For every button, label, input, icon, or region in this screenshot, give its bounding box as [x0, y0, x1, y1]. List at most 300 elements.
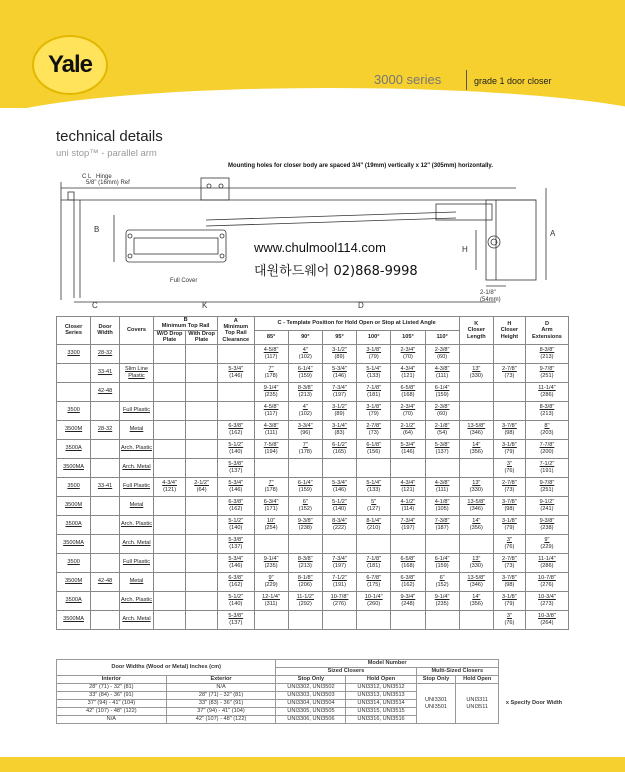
- dimension-inch: 3-1/8": [502, 594, 517, 601]
- model-multi-hold: UNI3311 UNI3511: [456, 684, 499, 724]
- dimension-inch: 2-3/4": [400, 404, 416, 411]
- dimension-inch: 9-1/4": [263, 556, 279, 563]
- cell-c: [322, 477, 356, 496]
- dimension-mm: (83): [334, 429, 345, 436]
- dimension-inch: 10": [266, 518, 276, 525]
- cell-c: [357, 382, 391, 401]
- dimension-inch: 3500A: [65, 445, 82, 452]
- cell-b2: [186, 344, 218, 363]
- dimension-mm: (140): [229, 448, 243, 455]
- dimension-inch: 9-7/8": [539, 366, 555, 373]
- cell-width: [91, 496, 120, 515]
- cell-h: [493, 496, 525, 515]
- dimension-mm: (146): [229, 372, 243, 379]
- dimension-inch: 13-5/8": [467, 499, 486, 506]
- dimension-inch: 3500: [67, 483, 80, 490]
- model-door-widths-title: Door Widths (Wood or Metal) Inches (cm): [57, 660, 276, 676]
- hdr-k-letter: K: [474, 320, 479, 327]
- dimension-inch: 42-48: [97, 578, 113, 585]
- cell-c: [425, 496, 459, 515]
- dimension-inch: Arch. Metal: [122, 540, 151, 547]
- model-note-head: [499, 660, 570, 684]
- cell-c: [254, 401, 288, 420]
- dimension-mm: (117): [264, 410, 278, 417]
- dimension-mm: (133): [367, 486, 381, 493]
- table-row: [57, 382, 569, 401]
- dimension-inch: 7-5/8": [263, 442, 279, 449]
- hdr-angle: 105°: [391, 330, 425, 344]
- dimension-inch: 13": [472, 480, 481, 487]
- model-exterior-cell: 37" (94) - 41" (104): [166, 708, 276, 716]
- dimension-inch: 3-1/2": [332, 404, 347, 411]
- cell-b1: [154, 553, 186, 572]
- hdr-c: C - Template Position for Hold Open or Stop at Listed Angle: [254, 317, 459, 331]
- cell-h: [493, 477, 525, 496]
- dimension-inch: 14": [472, 518, 481, 525]
- cell-c: [425, 553, 459, 572]
- dimension-mm: (222): [332, 524, 347, 531]
- cell-a: [218, 515, 254, 534]
- cell-d: [525, 363, 568, 382]
- dimension-mm: (311): [264, 600, 278, 607]
- dimension-mm: (70): [402, 353, 413, 360]
- dimension-inch: 4": [302, 347, 308, 354]
- cell-a: [218, 477, 254, 496]
- dimension-inch: Full Plastic: [122, 483, 151, 490]
- cell-h: [493, 363, 525, 382]
- model-stop-cell: UNI3302, UNI3502: [276, 684, 346, 692]
- dimension-inch: 6-7/8": [366, 575, 382, 582]
- cell-b1: [154, 420, 186, 439]
- model-number-title: Model Number: [276, 660, 499, 668]
- dimension-inch: 3500A: [65, 521, 82, 528]
- cell-c: [254, 610, 288, 629]
- cell-c: [288, 477, 322, 496]
- cell-cover: [119, 591, 153, 610]
- dimension-inch: 5-3/8": [228, 613, 244, 620]
- cell-h: [493, 610, 525, 629]
- model-hold-cell: UNI3314, UNI3514: [346, 700, 416, 708]
- cell-width: [91, 477, 120, 496]
- dimension-mm: (206): [298, 581, 312, 588]
- cell-width: [91, 572, 120, 591]
- cell-d: [525, 496, 568, 515]
- hdr-a-sub: Minimum Top Rail Clearance: [222, 323, 250, 343]
- dimension-mm: (168): [401, 562, 415, 569]
- dimension-inch: 2-3/8": [434, 404, 450, 411]
- dimension-mm: (178): [264, 372, 278, 379]
- hdr-angle: 85°: [254, 330, 288, 344]
- cell-series: [57, 572, 91, 591]
- cell-c: [322, 401, 356, 420]
- dimension-inch: 5-1/2": [228, 594, 244, 601]
- cell-k: [459, 420, 493, 439]
- cell-c: [425, 515, 459, 534]
- cell-b2: [186, 420, 218, 439]
- hdr-d-letter: D: [544, 320, 549, 327]
- cell-cover: [119, 401, 153, 420]
- cell-b1: [154, 610, 186, 629]
- dimension-inch: 5-3/4": [332, 480, 347, 487]
- cell-c: [391, 420, 425, 439]
- cell-c: [391, 515, 425, 534]
- table-row: [57, 591, 569, 610]
- table-row: [57, 344, 569, 363]
- footer-band: [0, 757, 625, 772]
- dimension-inch: 9-3/8": [297, 518, 313, 525]
- model-row: [57, 684, 570, 692]
- model-exterior-cell: N/A: [166, 684, 276, 692]
- cell-b2: [186, 534, 218, 553]
- dimension-mm: (213): [540, 353, 554, 360]
- dimension-inch: Arch. Metal: [122, 616, 151, 623]
- dimension-inch: 6-3/8": [228, 423, 244, 430]
- dimension-inch: 3500MA: [63, 540, 85, 547]
- cell-c: [391, 610, 425, 629]
- cell-c: [425, 420, 459, 439]
- hdr-covers: Covers: [119, 317, 153, 345]
- model-stop-cell: UNI3305, UNI3505: [276, 708, 346, 716]
- dimension-mm: (105): [435, 505, 449, 512]
- dimension-mm: (346): [469, 429, 483, 436]
- dimension-inch: 3300: [67, 350, 80, 357]
- dimension-mm: (210): [367, 524, 381, 531]
- cell-c: [254, 477, 288, 496]
- cell-c: [322, 610, 356, 629]
- dimension-inch: 3-1/2": [332, 347, 347, 354]
- cell-c: [425, 458, 459, 477]
- dimension-inch: 10-7/8": [330, 594, 349, 601]
- dimension-mm: (330): [469, 486, 483, 493]
- cell-c: [322, 534, 356, 553]
- dimension-mm: (121): [401, 372, 415, 379]
- cell-k: [459, 401, 493, 420]
- dimension-inch: 4-3/8": [434, 366, 450, 373]
- model-multi-title: Multi-Sized Closers: [416, 668, 498, 676]
- spec-table: [56, 316, 569, 630]
- hdr-h: [493, 317, 525, 345]
- cell-b1: [154, 344, 186, 363]
- cell-series: [57, 496, 91, 515]
- cell-width: [91, 344, 120, 363]
- cell-b1: [154, 401, 186, 420]
- dimension-mm: (114): [401, 505, 415, 512]
- model-exterior: Exterior: [166, 676, 276, 684]
- cell-h: [493, 420, 525, 439]
- dimension-inch: 6-5/8": [400, 385, 416, 392]
- hdr-with-drop: With Drop Plate: [186, 330, 218, 344]
- table-row: [57, 572, 569, 591]
- table-row: [57, 534, 569, 553]
- dimension-inch: 13": [472, 556, 481, 563]
- cell-c: [425, 382, 459, 401]
- dimension-mm: (213): [298, 391, 312, 398]
- dimension-mm: (64): [402, 429, 413, 436]
- dimension-inch: 6": [302, 499, 308, 506]
- dim-a: A: [550, 229, 556, 238]
- cell-c: [322, 572, 356, 591]
- cell-c: [254, 439, 288, 458]
- cell-cover: [119, 515, 153, 534]
- dimension-mm: (346): [469, 581, 483, 588]
- cell-cover: [119, 496, 153, 515]
- header-series: 3000 series: [374, 72, 442, 87]
- dimension-inch: 3500MA: [63, 464, 85, 471]
- model-stop-cell: UNI3304, UNI3504: [276, 700, 346, 708]
- hdr-d-sub: Arm Extensions: [532, 327, 562, 340]
- dimension-inch: 2-3/8": [434, 347, 450, 354]
- dimension-inch: 3-1/8": [502, 442, 517, 449]
- dimension-mm: (146): [332, 372, 347, 379]
- cell-h: [493, 458, 525, 477]
- model-stop-only: Stop Only: [276, 676, 346, 684]
- cell-cover: [119, 477, 153, 496]
- dimension-mm: (330): [469, 562, 483, 569]
- dimension-inch: 5-3/4": [228, 480, 244, 487]
- cell-c: [288, 534, 322, 553]
- dimension-mm: (111): [436, 372, 449, 379]
- dimension-inch: 2-7/8": [502, 480, 517, 487]
- model-multi-stop-only: Stop Only: [416, 676, 456, 684]
- dimension-mm: (276): [540, 581, 554, 588]
- dimension-inch: 6-3/4": [263, 499, 279, 506]
- model-stop-cell: UNI3303, UNI3503: [276, 692, 346, 700]
- model-interior-cell: 37" (94) - 41" (104): [57, 700, 167, 708]
- cell-a: [218, 496, 254, 515]
- model-multi-stop: UNI3301 UNI3501: [416, 684, 456, 724]
- dimension-inch: 2-1/8": [434, 423, 450, 430]
- cell-cover: [119, 572, 153, 591]
- cell-c: [322, 458, 356, 477]
- dimension-mm: (111): [264, 429, 278, 436]
- cell-k: [459, 496, 493, 515]
- dimension-inch: 9-3/4": [400, 594, 416, 601]
- dimension-inch: Full Plastic: [122, 559, 151, 566]
- cell-d: [525, 458, 568, 477]
- dimension-inch: 9-1/4": [263, 385, 279, 392]
- dimension-inch: 3-1/8": [502, 518, 517, 525]
- dimension-mm: (197): [332, 391, 347, 398]
- cell-series: [57, 382, 91, 401]
- header-subtitle: grade 1 door closer: [474, 76, 552, 86]
- hdr-closer-series: Closer Series: [57, 317, 91, 345]
- dimension-mm: (60): [437, 353, 448, 360]
- dimension-inch: 11-1/4": [538, 385, 556, 392]
- cell-b2: [186, 382, 218, 401]
- dimension-inch: 7-3/4": [400, 518, 416, 525]
- hdr-wo-drop: W/O Drop Plate: [154, 330, 186, 344]
- cell-a: [218, 344, 254, 363]
- cell-k: [459, 382, 493, 401]
- dimension-inch: Arch. Metal: [122, 464, 151, 471]
- cell-width: [91, 401, 120, 420]
- dimension-mm: (235): [435, 600, 449, 607]
- dimension-mm: (229): [540, 543, 554, 550]
- cell-cover: [119, 382, 153, 401]
- dimension-mm: (238): [298, 524, 312, 531]
- cell-cover: [119, 344, 153, 363]
- cell-series: [57, 401, 91, 420]
- dimension-mm: (140): [229, 600, 243, 607]
- hdr-h-sub: Closer Height: [500, 327, 519, 340]
- dimension-mm: (73): [504, 486, 515, 493]
- cell-c: [425, 534, 459, 553]
- dim-d: D: [358, 301, 364, 310]
- dimension-inch: 9-1/2": [539, 499, 555, 506]
- cell-series: [57, 458, 91, 477]
- dimension-mm: (346): [469, 505, 483, 512]
- dimension-inch: 3": [506, 461, 512, 468]
- cell-c: [254, 553, 288, 572]
- dimension-inch: 6-1/4": [297, 366, 313, 373]
- watermark-url: www.chulmool114.com: [254, 240, 386, 255]
- cell-c: [391, 344, 425, 363]
- cell-c: [391, 382, 425, 401]
- dimension-inch: 9": [268, 575, 274, 582]
- dimension-inch: 7-1/2": [332, 575, 347, 582]
- cell-h: [493, 534, 525, 553]
- dimension-inch: 4-3/4": [400, 480, 416, 487]
- dimension-inch: 6-3/8": [400, 575, 416, 582]
- hdr-d: [525, 317, 568, 345]
- dimension-mm: (73): [504, 562, 515, 569]
- dimension-inch: 2-1/2": [194, 480, 209, 487]
- dimension-mm: (171): [264, 505, 278, 512]
- cell-c: [288, 553, 322, 572]
- dimension-mm: (76): [504, 467, 515, 474]
- hdr-angle: 95°: [322, 330, 356, 344]
- cell-d: [525, 420, 568, 439]
- hdr-angle: 110°: [425, 330, 459, 344]
- dimension-mm: (191): [332, 581, 347, 588]
- dimension-inch: 13-5/8": [467, 575, 486, 582]
- cell-cover: [119, 553, 153, 572]
- cell-c: [288, 458, 322, 477]
- cell-c: [357, 344, 391, 363]
- dimension-inch: 8": [544, 423, 550, 430]
- cell-width: [91, 382, 120, 401]
- dimension-inch: 9-3/8": [539, 518, 555, 525]
- dimension-inch: 5-1/4": [366, 366, 382, 373]
- dimension-inch: 3-1/8": [366, 404, 382, 411]
- dimension-inch: 3500M: [65, 578, 83, 585]
- dimension-inch: 5-3/4": [400, 442, 416, 449]
- dimension-inch: 5-3/8": [228, 461, 244, 468]
- hdr-a: [218, 317, 254, 345]
- dimension-inch: 7-3/4": [332, 556, 347, 563]
- cell-c: [254, 458, 288, 477]
- dimension-mm: (203): [540, 429, 554, 436]
- dimension-inch: 8-1/4": [366, 518, 382, 525]
- dimension-inch: 14": [472, 594, 481, 601]
- dimension-mm: (79): [504, 524, 515, 531]
- full-cover-label: Full Cover: [170, 278, 198, 284]
- cell-d: [525, 515, 568, 534]
- dimension-inch: 10-7/8": [538, 575, 556, 582]
- dimension-mm: (251): [540, 372, 554, 379]
- model-note: x Specify Door Width: [505, 700, 563, 706]
- cell-b1: [154, 591, 186, 610]
- cell-k: [459, 572, 493, 591]
- model-table: [56, 659, 569, 724]
- dimension-inch: 4-3/8": [263, 423, 279, 430]
- cell-b2: [186, 458, 218, 477]
- dimension-mm: (89): [334, 410, 345, 417]
- dimension-mm: (197): [401, 524, 415, 531]
- dimension-inch: 3-7/8": [502, 423, 517, 430]
- cell-d: [525, 401, 568, 420]
- cell-c: [288, 363, 322, 382]
- hdr-k-sub: Closer Length: [466, 327, 486, 340]
- dimension-inch: 7-1/8": [366, 556, 382, 563]
- cell-series: [57, 439, 91, 458]
- section-title: technical details: [56, 128, 163, 145]
- dimension-inch: 7": [268, 480, 274, 487]
- dimension-mm: (178): [264, 486, 278, 493]
- dimension-inch: 6": [439, 575, 445, 582]
- dimension-inch: 5-3/8": [228, 537, 244, 544]
- cell-b2: [186, 496, 218, 515]
- hdr-angle: 100°: [357, 330, 391, 344]
- cell-b2: [186, 610, 218, 629]
- model-hold-cell: UNI3313, UNI3513: [346, 692, 416, 700]
- model-interior: Interior: [57, 676, 167, 684]
- model-hold-open: Hold Open: [346, 676, 416, 684]
- cell-series: [57, 363, 91, 382]
- dimension-mm: (146): [401, 448, 415, 455]
- dimension-inch: 9-1/4": [434, 594, 450, 601]
- dimension-inch: 3500: [67, 407, 80, 414]
- dimension-inch: 2-7/8": [502, 366, 517, 373]
- dimension-inch: 6-1/8": [366, 442, 382, 449]
- model-hold-cell: UNI3316, UNI3516: [346, 716, 416, 724]
- cell-k: [459, 534, 493, 553]
- cell-b2: [186, 363, 218, 382]
- dimension-mm: (356): [469, 448, 483, 455]
- dimension-mm: (162): [229, 505, 243, 512]
- cell-k: [459, 458, 493, 477]
- dimension-inch: Metal: [129, 578, 144, 585]
- dimension-inch: 6-1/4": [434, 385, 450, 392]
- dimension-inch: 28-32: [97, 350, 113, 357]
- cell-b1: [154, 534, 186, 553]
- cell-series: [57, 591, 91, 610]
- dimension-inch: 8-1/8": [297, 575, 313, 582]
- cell-c: [425, 572, 459, 591]
- cell-c: [425, 439, 459, 458]
- dimension-inch: 5-1/4": [366, 480, 382, 487]
- cell-c: [357, 439, 391, 458]
- dimension-mm: (137): [229, 467, 243, 474]
- cell-b2: [186, 401, 218, 420]
- model-exterior-cell: 28" (71) - 32" (81): [166, 692, 276, 700]
- cell-b1: [154, 439, 186, 458]
- cell-d: [525, 477, 568, 496]
- dimension-inch: 3-1/8": [366, 347, 382, 354]
- cell-d: [525, 344, 568, 363]
- cell-c: [254, 572, 288, 591]
- cell-k: [459, 344, 493, 363]
- dimension-mm: (238): [540, 524, 554, 531]
- cell-width: [91, 458, 120, 477]
- cell-c: [254, 534, 288, 553]
- cell-series: [57, 610, 91, 629]
- cell-c: [425, 477, 459, 496]
- cell-c: [391, 477, 425, 496]
- dimension-mm: (159): [298, 372, 312, 379]
- cell-b2: [186, 477, 218, 496]
- dimension-mm: (79): [504, 448, 515, 455]
